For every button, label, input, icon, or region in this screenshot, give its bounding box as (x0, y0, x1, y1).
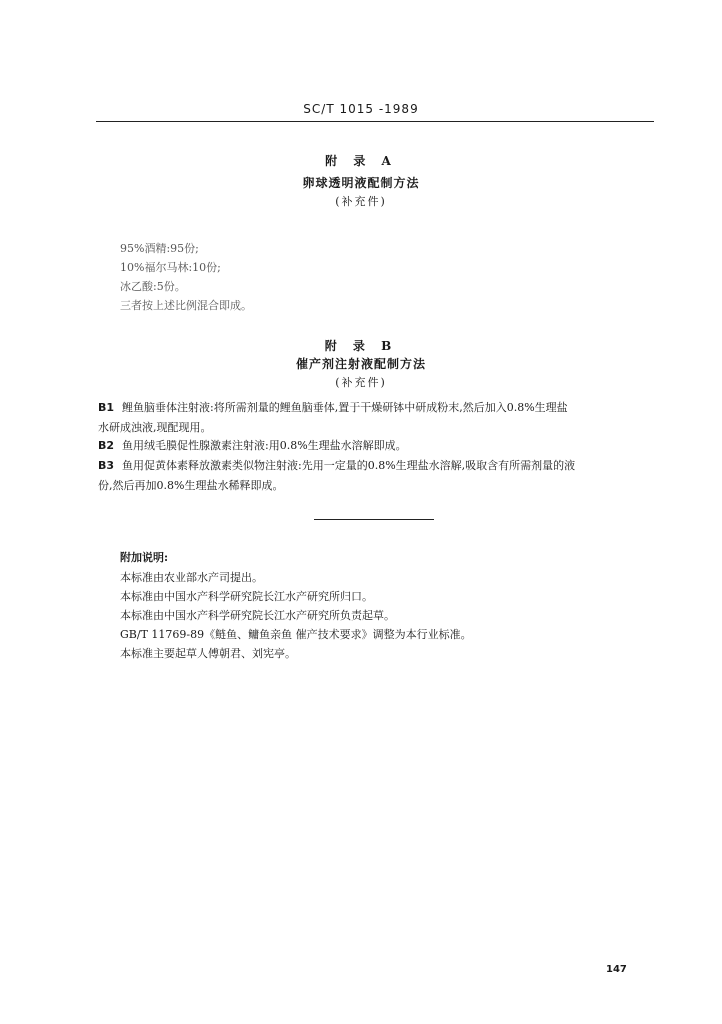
appendix-a-title: 卵球透明液配制方法 (302, 176, 420, 190)
appendix-b-title: 催产剂注射液配制方法 (295, 357, 426, 371)
appendix-a-line: 95%酒精:95份; (120, 242, 199, 255)
note-item: 本标准主要起草人傅朝君、刘宪亭。 (120, 647, 296, 660)
item-text: 份,然后再加0.8%生理盐水稀释即成。 (98, 479, 284, 492)
additional-notes (120, 548, 472, 663)
item-text: 鱼用促黄体素释放激素类似物注射液:先用一定量的0.8%生理盐水溶解,吸取含有所需剂量的液 (122, 459, 576, 472)
appendix-a-line: 10%福尔马林:10份; (120, 261, 221, 274)
note-item: 本标准由中国水产科学研究院长江水产研究所负责起草。 (120, 609, 395, 622)
item-text: 鲤鱼脑垂体注射液:将所需剂量的鲤鱼脑垂体,置于干燥研钵中研成粉末,然后加入0.8%生理盐 (122, 401, 568, 414)
appendix-b-item (98, 456, 654, 496)
item-text: 鱼用绒毛膜促性腺激素注射液:用0.8%生理盐水溶解即成。 (122, 439, 407, 452)
item-text: 水研成浊液,现配现用。 (98, 421, 212, 434)
appendix-a-label: 附 录 A (325, 154, 397, 168)
appendix-b-item (98, 398, 654, 438)
appendix-b-subtitle: (补充件) (335, 376, 387, 389)
item-number: B1 (98, 401, 115, 414)
note-item: 本标准由中国水产科学研究院长江水产研究所归口。 (120, 590, 373, 603)
appendix-b-item (98, 436, 654, 456)
appendix-b-label: 附 录 B (324, 339, 398, 353)
item-number: B2 (98, 439, 115, 452)
appendix-a-subtitle: (补充件) (335, 195, 387, 208)
item-number: B3 (98, 459, 115, 472)
page-number: 147 (606, 964, 627, 975)
section-separator (314, 519, 434, 520)
note-item: GB/T 11769-89《鲢鱼、鳙鱼亲鱼 催产技术要求》调整为本行业标准。 (120, 628, 472, 641)
document-code: SC/T 1015 -1989 (303, 102, 419, 116)
note-item: 本标准由农业部水产司提出。 (120, 571, 263, 584)
appendix-a-line: 三者按上述比例混合即成。 (120, 299, 252, 312)
header-rule (96, 121, 654, 122)
appendix-a-line: 冰乙酸:5份。 (120, 280, 186, 293)
notes-title: 附加说明: (120, 551, 169, 564)
